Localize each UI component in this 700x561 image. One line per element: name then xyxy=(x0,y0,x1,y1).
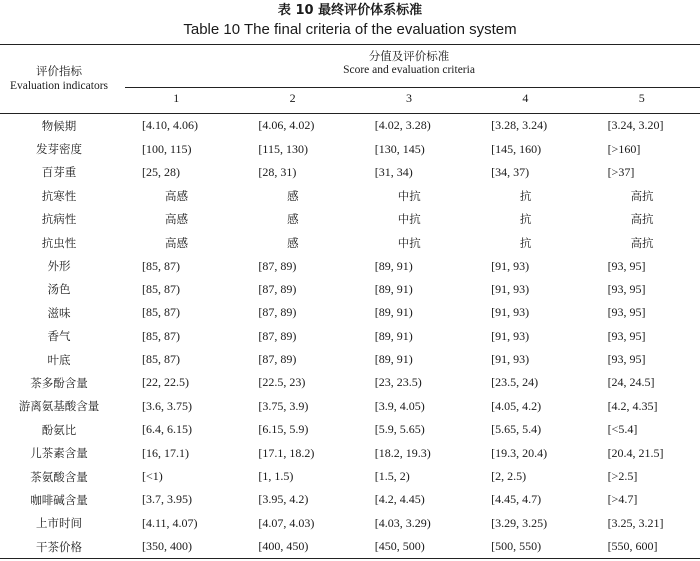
criteria-cell: [22, 22.5) xyxy=(142,375,189,390)
level-header: 4 xyxy=(467,84,583,114)
criteria-cell: [28, 31) xyxy=(258,164,297,179)
table-row xyxy=(0,208,700,231)
criteria-cell: [<1) xyxy=(142,469,163,484)
table-row xyxy=(0,535,700,559)
criteria-cell: [4.06, 4.02) xyxy=(258,118,315,133)
table-row xyxy=(0,395,700,418)
criteria-cell-text: 高感 xyxy=(165,235,188,250)
criteria-cell: [500, 550) xyxy=(467,535,583,559)
criteria-cell: [85, 87) xyxy=(142,305,180,320)
criteria-cell-text: 抗 xyxy=(519,212,532,227)
criteria-cell-text: 感 xyxy=(287,212,299,227)
criteria-cell: [91, 93) xyxy=(491,305,530,320)
table-row xyxy=(0,465,700,488)
table-row xyxy=(0,488,700,511)
indicator-name: 抗病性 xyxy=(41,212,77,227)
indicator-name: 香气 xyxy=(47,329,71,344)
criteria-cell xyxy=(118,231,234,254)
criteria-cell: [3.7, 3.95) xyxy=(142,492,192,507)
criteria-cell: [2, 2.5) xyxy=(491,469,527,484)
criteria-cell: [85, 87) xyxy=(142,352,180,367)
score-header-zh: 分值及评价标准 xyxy=(368,49,450,63)
criteria-cell-text: 高感 xyxy=(165,212,188,227)
criteria-cell: [4.2, 4.35] xyxy=(607,398,658,413)
criteria-cell: [93, 95] xyxy=(607,281,646,296)
criteria-cell: [93, 95] xyxy=(607,305,646,320)
criteria-cell-text: 中抗 xyxy=(397,212,421,227)
criteria-cell: [4.03, 3.29) xyxy=(374,515,431,530)
indicator-name: 百芽重 xyxy=(41,165,77,180)
criteria-cell xyxy=(234,231,350,254)
indicator-name: 茶多酚含量 xyxy=(30,375,88,390)
table-row xyxy=(0,114,700,138)
criteria-cell: [18.2, 19.3) xyxy=(374,445,431,460)
indicator-name: 发芽密度 xyxy=(36,142,82,157)
indicator-name: 咖啡碱含量 xyxy=(30,492,88,507)
indicator-name: 茶氨酸含量 xyxy=(30,469,88,484)
criteria-cell: [91, 93) xyxy=(491,258,530,273)
criteria-cell-text: 感 xyxy=(287,188,299,203)
criteria-cell: [3.6, 3.75) xyxy=(142,398,192,413)
criteria-cell xyxy=(351,208,467,231)
criteria-cell xyxy=(234,184,350,207)
criteria-cell: [20.4, 21.5] xyxy=(607,445,664,460)
indicator-header-zh: 评价指标 xyxy=(36,64,82,78)
table-row xyxy=(0,254,700,277)
criteria-cell: [1, 1.5) xyxy=(258,469,294,484)
criteria-cell: [85, 87) xyxy=(142,258,180,273)
table-row xyxy=(0,418,700,441)
criteria-cell: [31, 34) xyxy=(374,164,413,179)
indicator-name: 叶底 xyxy=(47,352,71,367)
criteria-cell-text: 高抗 xyxy=(630,235,654,250)
table-body xyxy=(0,114,700,559)
criteria-cell: [34, 37) xyxy=(491,164,530,179)
criteria-cell: [3.9, 4.05) xyxy=(374,398,425,413)
indicator-name: 抗虫性 xyxy=(41,235,77,250)
criteria-cell-text: 高抗 xyxy=(630,212,654,227)
criteria-cell-text: 感 xyxy=(287,235,299,250)
criteria-cell: [93, 95] xyxy=(607,258,646,273)
criteria-cell: [6.4, 6.15) xyxy=(142,422,192,437)
criteria-cell xyxy=(351,231,467,254)
criteria-cell: [93, 95] xyxy=(607,328,646,343)
criteria-cell xyxy=(351,184,467,207)
indicator-column-header xyxy=(0,45,118,114)
criteria-cell: [89, 91) xyxy=(374,281,413,296)
criteria-cell: [89, 91) xyxy=(374,258,413,273)
indicator-name: 儿茶素含量 xyxy=(30,446,88,461)
criteria-cell-text: 抗 xyxy=(519,235,532,250)
criteria-cell: [>37] xyxy=(607,164,635,179)
criteria-cell: [25, 28) xyxy=(142,164,180,179)
table-row xyxy=(0,371,700,394)
table-row xyxy=(0,325,700,348)
caption-chinese: 表 10 最终评价体系标准 xyxy=(277,3,423,18)
criteria-cell: [550, 600] xyxy=(584,535,700,559)
criteria-cell: [4.10, 4.06) xyxy=(142,118,198,133)
criteria-cell: [>160] xyxy=(607,141,641,156)
criteria-cell: [3.29, 3.25) xyxy=(491,515,548,530)
criteria-cell: [85, 87) xyxy=(142,328,180,343)
table-row xyxy=(0,278,700,301)
criteria-cell xyxy=(234,208,350,231)
indicator-name: 外形 xyxy=(47,259,71,274)
indicator-name: 抗寒性 xyxy=(41,188,77,203)
level-header: 1 xyxy=(118,84,234,114)
criteria-cell: [350, 400) xyxy=(118,535,234,559)
criteria-cell xyxy=(118,208,234,231)
indicator-name: 物候期 xyxy=(41,118,77,133)
criteria-cell: [87, 89) xyxy=(258,281,297,296)
criteria-cell: [89, 91) xyxy=(374,328,413,343)
score-column-header xyxy=(118,45,700,85)
indicator-header-en: Evaluation indicators xyxy=(9,80,109,92)
criteria-cell: [85, 87) xyxy=(142,281,180,296)
criteria-cell: [19.3, 20.4) xyxy=(491,445,548,460)
criteria-cell: [3.25, 3.21] xyxy=(607,515,664,530)
criteria-cell-text: 中抗 xyxy=(397,188,421,203)
criteria-cell: [87, 89) xyxy=(258,352,297,367)
criteria-cell: [4.07, 4.03) xyxy=(258,515,315,530)
table-row xyxy=(0,137,700,160)
criteria-cell: [3.95, 4.2) xyxy=(258,492,309,507)
criteria-cell-text: 高感 xyxy=(165,188,188,203)
criteria-cell-text: 高抗 xyxy=(630,188,654,203)
criteria-cell: [<5.4] xyxy=(607,422,638,437)
criteria-cell: [145, 160) xyxy=(491,141,542,156)
table-row xyxy=(0,512,700,535)
criteria-cell: [87, 89) xyxy=(258,328,297,343)
criteria-cell: [16, 17.1) xyxy=(142,445,189,460)
criteria-cell: [5.65, 5.4) xyxy=(491,422,542,437)
criteria-cell: [22.5, 23) xyxy=(258,375,306,390)
criteria-cell xyxy=(467,231,583,254)
criteria-cell: [3.75, 3.9) xyxy=(258,398,309,413)
score-header-en: Score and evaluation criteria xyxy=(343,64,475,76)
criteria-cell xyxy=(118,184,234,207)
table-row xyxy=(0,184,700,207)
criteria-cell: [93, 95] xyxy=(607,352,646,367)
criteria-cell: [89, 91) xyxy=(374,352,413,367)
table-row xyxy=(0,348,700,371)
table-row xyxy=(0,231,700,254)
criteria-cell: [89, 91) xyxy=(374,305,413,320)
table-caption xyxy=(0,0,700,40)
criteria-table xyxy=(0,44,700,559)
criteria-cell-text: 中抗 xyxy=(397,235,421,250)
criteria-cell: [5.9, 5.65) xyxy=(374,422,425,437)
caption-english: Table 10 The final criteria of the evaluation system xyxy=(183,21,517,38)
criteria-cell: [4.45, 4.7) xyxy=(491,492,542,507)
criteria-cell: [4.05, 4.2) xyxy=(491,398,542,413)
indicator-name: 滋味 xyxy=(47,305,71,320)
table-row xyxy=(0,161,700,184)
indicator-name: 酚氨比 xyxy=(41,422,77,437)
criteria-cell: [91, 93) xyxy=(491,281,530,296)
level-header: 3 xyxy=(351,84,467,114)
criteria-cell: [17.1, 18.2) xyxy=(258,445,315,460)
criteria-cell: [91, 93) xyxy=(491,328,530,343)
criteria-cell: [3.24, 3.20] xyxy=(607,118,664,133)
level-header: 5 xyxy=(584,84,700,114)
criteria-cell: [400, 450) xyxy=(234,535,350,559)
criteria-cell: [115, 130) xyxy=(258,141,308,156)
criteria-cell: [450, 500) xyxy=(351,535,467,559)
criteria-cell xyxy=(467,208,583,231)
table-row xyxy=(0,301,700,324)
criteria-cell: [23, 23.5) xyxy=(374,375,422,390)
criteria-cell: [87, 89) xyxy=(258,258,297,273)
indicator-name: 干茶价格 xyxy=(0,535,118,559)
criteria-cell: [4.02, 3.28) xyxy=(374,118,431,133)
criteria-cell: [>2.5] xyxy=(607,469,638,484)
criteria-cell: [1.5, 2) xyxy=(374,469,410,484)
criteria-cell: [87, 89) xyxy=(258,305,297,320)
criteria-cell: [6.15, 5.9) xyxy=(258,422,309,437)
criteria-cell: [23.5, 24) xyxy=(491,375,539,390)
criteria-cell: [>4.7] xyxy=(607,492,638,507)
indicator-name: 汤色 xyxy=(47,282,71,297)
criteria-cell: [3.28, 3.24) xyxy=(491,118,548,133)
level-header: 2 xyxy=(234,84,350,114)
criteria-cell: [24, 24.5] xyxy=(607,375,655,390)
criteria-cell: [100, 115) xyxy=(142,141,192,156)
criteria-cell xyxy=(584,231,700,254)
indicator-name: 上市时间 xyxy=(36,516,82,531)
criteria-cell xyxy=(584,184,700,207)
criteria-cell-text: 抗 xyxy=(519,188,532,203)
criteria-cell: [4.2, 4.45) xyxy=(374,492,425,507)
criteria-cell: [4.11, 4.07) xyxy=(142,515,198,530)
criteria-cell: [130, 145) xyxy=(374,141,425,156)
criteria-cell xyxy=(467,184,583,207)
criteria-cell: [91, 93) xyxy=(491,352,530,367)
criteria-cell xyxy=(584,208,700,231)
table-row xyxy=(0,441,700,464)
indicator-name: 游离氨基酸含量 xyxy=(18,399,100,414)
